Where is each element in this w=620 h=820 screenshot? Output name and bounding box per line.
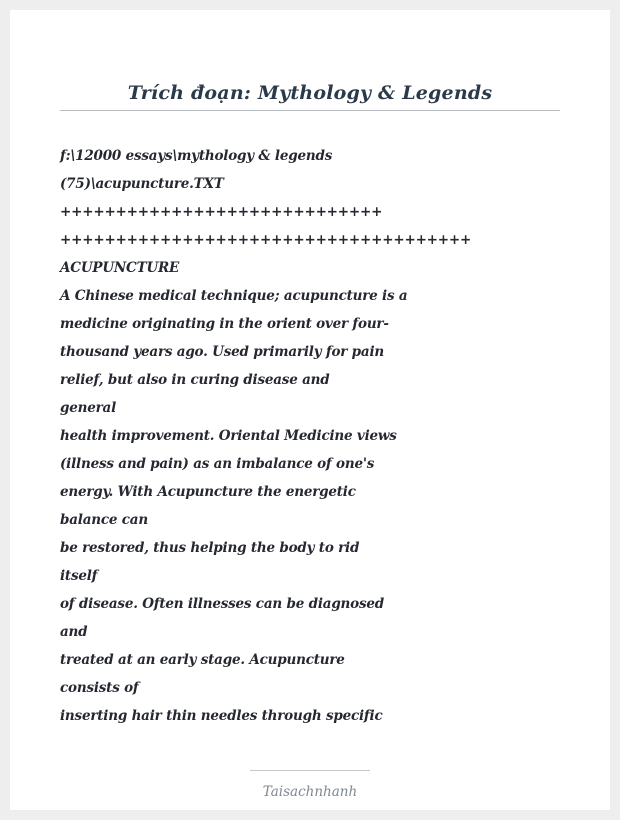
text-line: health improvement. Oriental Medicine views [60,428,397,444]
title-divider [60,110,560,111]
text-line: balance can [60,512,148,528]
text-line: medicine originating in the orient over four- [60,316,389,332]
footer-brand: Taisachnhanh [262,784,358,800]
text-line: ACUPUNCTURE [60,260,180,276]
text-line: relief, but also in curing disease and [60,372,330,388]
text-line: consists of [60,680,139,696]
text-line: +++++++++++++++++++++++++++++++++++++ [60,232,472,248]
text-line: and [60,624,88,640]
text-line: general [60,400,117,416]
text-line: f:\12000 essays\mythology & legends [60,148,333,164]
text-line: thousand years ago. Used primarily for pain [60,344,385,360]
text-line: itself [60,568,98,584]
text-line: A Chinese medical technique; acupuncture is a [60,288,408,304]
text-line: +++++++++++++++++++++++++++++ [60,204,383,220]
text-line: inserting hair thin needles through specific [60,708,383,724]
text-line: (75)\acupuncture.TXT [60,176,224,192]
text-line: of disease. Often illnesses can be diagnosed [60,596,385,612]
document-page [10,10,610,810]
document-body [60,142,560,730]
page-title: Trích đoạn: Mythology & Legends [127,82,493,104]
footer-divider [250,770,370,771]
text-line: (illness and pain) as an imbalance of one's [60,456,375,472]
text-line: treated at an early stage. Acupuncture [60,652,345,668]
text-line: be restored, thus helping the body to rid [60,540,360,556]
text-line: energy. With Acupuncture the energetic [60,484,356,500]
